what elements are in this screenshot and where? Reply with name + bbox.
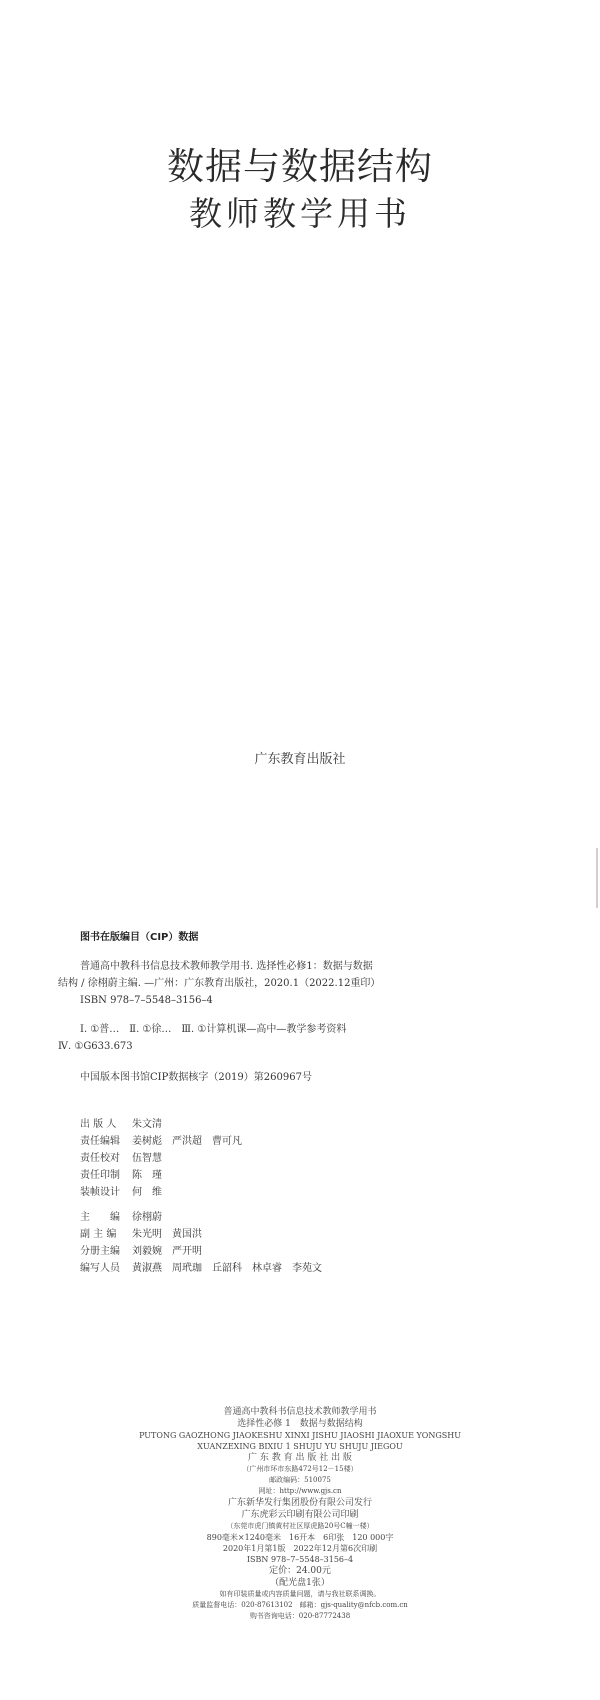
cip-isbn: ISBN 978–7–5548–3156–4 [80, 995, 213, 1006]
book-subtitle: 教师教学用书 [189, 194, 411, 233]
staff-row [80, 1150, 242, 1167]
colophon-line: 2020年1月第1版 2022年12月第6次印刷 [222, 1544, 378, 1553]
colophon-line: XUANZEXING BIXIU 1 SHUJU YU SHUJU JIEGOU [197, 1442, 403, 1451]
staff-row [80, 1209, 322, 1226]
staff-group-editors [80, 1209, 322, 1277]
staff-role: 分册主编 [80, 1246, 120, 1257]
staff-row [80, 1167, 242, 1184]
colophon-line: 邮政编码：510075 [269, 1476, 331, 1484]
staff-row [80, 1243, 322, 1260]
staff-role: 装帧设计 [80, 1187, 120, 1198]
colophon-line: 普通高中教科书信息技术教师教学用书 [223, 1407, 377, 1417]
colophon-line: （东莞市虎门镇黄村社区厚虎路20号C幢一楼） [226, 1522, 374, 1530]
staff-names: 伍智慧 [132, 1153, 162, 1164]
colophon-line: （配光盘1张） [270, 1578, 330, 1588]
staff-names: 陈 瑾 [132, 1170, 162, 1181]
staff-role: 主 编 [80, 1212, 120, 1223]
staff-role: 责任编辑 [80, 1136, 120, 1147]
book-title: 数据与数据结构 [167, 145, 433, 188]
staff-row [80, 1260, 322, 1277]
cip-record [58, 958, 528, 1009]
publisher-name: 广东教育出版社 [254, 752, 346, 767]
colophon-line: 如有印装质量或内容质量问题，请与我社联系调换。 [219, 1590, 381, 1598]
staff-role: 责任校对 [80, 1153, 120, 1164]
staff-row [80, 1184, 242, 1201]
cip-heading: 图书在版编目（CIP）数据 [80, 932, 199, 943]
colophon-line: 网址：http://www.gjs.cn [258, 1487, 342, 1495]
cip-class-line: Ⅳ. ①G633.673 [58, 1041, 133, 1052]
colophon-line: （广州市环市东路472号12－15楼） [242, 1465, 358, 1473]
colophon [0, 1406, 600, 1622]
staff-names: 刘毅婉 严开明 [132, 1246, 202, 1257]
cip-record-line: 结构 / 徐栩蔚主编. —广州：广东教育出版社，2020.1（2022.12重印） [58, 978, 381, 989]
colophon-line: 890毫米×1240毫米 16开本 6印张 120 000字 [206, 1533, 394, 1542]
staff-role: 出 版 人 [80, 1119, 117, 1130]
staff-names: 姜树彪 严洪超 曹可凡 [132, 1136, 242, 1147]
colophon-line: 广东虎彩云印刷有限公司印刷 [241, 1510, 359, 1520]
scan-edge-mark [596, 848, 598, 908]
staff-names: 朱文清 [132, 1119, 162, 1130]
staff-role: 编写人员 [80, 1263, 120, 1274]
staff-names: 徐栩蔚 [132, 1212, 162, 1223]
cip-record-line: 普通高中教科书信息技术教师教学用书. 选择性必修1：数据与数据 [80, 961, 373, 972]
cip-library-line: 中国版本图书馆CIP数据核字（2019）第260967号 [80, 1072, 312, 1083]
colophon-line: PUTONG GAOZHONG JIAOKESHU XINXI JISHU JIAOSHI JIAOXUE YONGSHU [139, 1431, 461, 1440]
colophon-line: 定价：24.00元 [269, 1566, 331, 1576]
staff-names: 何 维 [132, 1187, 162, 1198]
colophon-line: 质量监督电话：020-87613102 邮箱：gjs-quality@nfcb.com.cn [192, 1601, 408, 1609]
colophon-line: 广东新华发行集团股份有限公司发行 [227, 1498, 372, 1508]
colophon-line: ISBN 978–7–5548–3156–4 [246, 1555, 354, 1564]
cip-class-line: Ⅰ. ①普… Ⅱ. ①徐… Ⅲ. ①计算机课—高中—教学参考资料 [80, 1024, 347, 1035]
staff-group-production [80, 1116, 242, 1201]
staff-row [80, 1226, 322, 1243]
staff-role: 副 主 编 [80, 1229, 117, 1240]
staff-row [80, 1133, 242, 1150]
cip-library-record [58, 1069, 528, 1086]
cip-classification [58, 1021, 528, 1055]
colophon-line: 广 东 教 育 出 版 社 出 版 [248, 1453, 352, 1463]
staff-row [80, 1116, 242, 1133]
staff-names: 朱光明 黄国洪 [132, 1229, 202, 1240]
colophon-line: 选择性必修 1 数据与数据结构 [237, 1419, 363, 1429]
staff-role: 责任印制 [80, 1170, 120, 1181]
staff-names: 黄淑燕 周玳珈 丘韶科 林卓睿 李苑文 [132, 1263, 322, 1274]
colophon-line: 购书咨询电话：020-87772438 [249, 1612, 351, 1620]
